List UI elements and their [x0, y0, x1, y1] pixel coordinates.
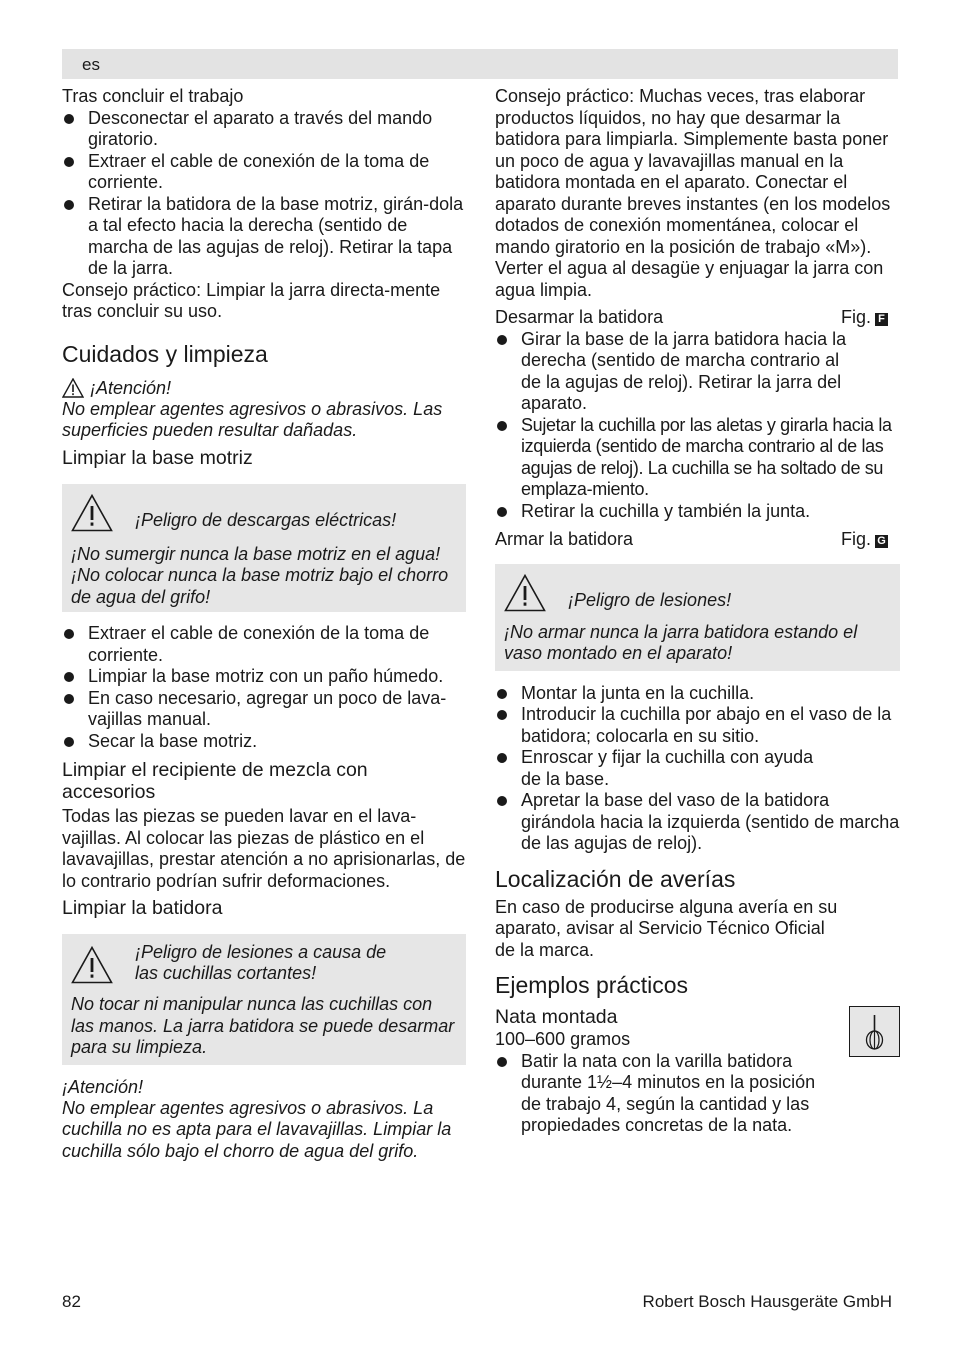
list-item: Introducir la cuchilla por abajo en el vaso de la batidora; colocarla en su sitio. [495, 704, 900, 747]
assemble-heading: Armar la batidora [495, 529, 634, 549]
base-warning-box [62, 484, 466, 613]
tip-text: Muchas veces, tras elaborar productos líquidos, no hay que desarmar la batidora para limpiarla. Simplemente basta poner un poco de agua y lavavajillas manual en la batidora montada en el aparato. Conectar el aparato durante breves instantes (en los modelos dotados de conexión momentánea, colocar el mando giratorio en la posición de trabajo «M»). Verter el agua al desagüe y enjuagar la jarra con agua limpia. [495, 86, 891, 300]
attention-title: ¡Atención! [62, 1076, 144, 1097]
right-column [495, 86, 900, 1137]
container-text: Todas las piezas se pueden lavar en el lava-vajillas. Al colocar las piezas de plástico en el lavavajillas, prestar atención a no aprisionarlas, de lo contrario podrían sufrir deformaciones. [62, 806, 466, 891]
list-item: Limpiar la base motriz con un paño húmedo. [62, 666, 466, 688]
base-list [62, 623, 466, 752]
warning-triangle-icon [71, 494, 113, 532]
whipped-cream-heading: Nata montada [495, 1006, 618, 1028]
warning-triangle-icon [62, 378, 84, 398]
tip-text: Limpiar la jarra directa-mente tras concluir su uso. [62, 279, 441, 321]
footer-company: Robert Bosch Hausgeräte GmbH [642, 1292, 892, 1311]
disassemble-heading: Desarmar la batidora [495, 307, 664, 327]
warning-triangle-icon [504, 574, 546, 612]
list-item: Secar la base motriz. [62, 731, 466, 753]
figure-letter-badge: G [875, 535, 888, 548]
right-tip [495, 86, 900, 301]
disassemble-heading-row [495, 307, 888, 329]
warning-triangle-icon [71, 946, 113, 984]
disassemble-list [495, 329, 900, 523]
tip-label: Consejo práctico: [62, 279, 202, 300]
assemble-warning-box [495, 564, 900, 671]
language-code: es [82, 55, 100, 74]
attention-text: No emplear agentes agresivos o abrasivos. Las superficies pueden resultar dañadas. [62, 398, 443, 440]
assemble-heading-row [495, 529, 888, 551]
whipped-cream-section [495, 1006, 900, 1137]
language-bar [62, 49, 898, 79]
list-item: Desconectar el aparato a través del mando giratorio. [62, 108, 466, 151]
after-work-tip [62, 280, 466, 323]
list-item: Retirar la batidora de la base motriz, girán-dola a tal efecto hacia la derecha (sentido de marcha de las agujas de reloj). Retirar la tapa de la jarra. [62, 194, 466, 280]
list-item: En caso necesario, agregar un poco de lava-vajillas manual. [62, 688, 466, 731]
assemble-list [495, 683, 900, 855]
blender-attention [62, 1077, 466, 1163]
after-work-heading: Tras concluir el trabajo [62, 86, 244, 106]
list-item: Extraer el cable de conexión de la toma de corriente. [62, 151, 466, 194]
warning-text: No tocar ni manipular nunca las cuchillas con las manos. La jarra batidora se puede desarmar para su limpieza. [71, 994, 455, 1057]
list-item: Apretar la base del vaso de la batidora girándola hacia la izquierda (sentido de marcha de las agujas de reloj). [495, 790, 900, 855]
list-item: Batir la nata con la varilla batidora durante 1½–4 minutos en la posición de trabajo 4, según la cantidad y las propiedades concretas de la nata. [495, 1051, 840, 1137]
list-item: Retirar la cuchilla y también la junta. [495, 501, 900, 523]
list-item: Enroscar y fijar la cuchilla con ayuda de la base. [495, 747, 831, 790]
blender-warning-box [62, 934, 466, 1065]
tip-label: Consejo práctico: [495, 86, 635, 106]
faults-text: En caso de producirse alguna avería en su aparato, avisar al Servicio Técnico Oficial de la marca. [495, 896, 838, 960]
whisk-icon [849, 1006, 900, 1057]
figure-letter-badge: F [875, 313, 888, 326]
warning-title: ¡Peligro de lesiones a causa de las cuchillas cortantes! [135, 942, 387, 983]
left-column [62, 86, 466, 1162]
faults-heading: Localización de averías [495, 865, 736, 892]
list-item: Extraer el cable de conexión de la toma de corriente. [62, 623, 466, 666]
list-item: Girar la base de la jarra batidora hacia la derecha (sentido de marcha contrario al de la agujas de reloj). Retirar la jarra del aparato. [495, 329, 861, 415]
warning-title: ¡Peligro de lesiones! [568, 589, 732, 610]
warning-text: ¡No armar nunca la jarra batidora estando el vaso montado en el aparato! [504, 621, 858, 663]
page-number: 82 [62, 1292, 81, 1311]
container-heading: Limpiar el recipiente de mezcla con accesorios [62, 759, 368, 803]
after-work-list [62, 108, 466, 280]
care-heading: Cuidados y limpieza [62, 340, 268, 367]
list-item: Sujetar la cuchilla por las aletas y girarla hacia la izquierda (sentido de marcha contrario al de las agujas de reloj). La cuchilla se ha soltado de su emplaza-miento. [495, 415, 900, 501]
examples-heading: Ejemplos prácticos [495, 972, 689, 998]
list-item: Montar la junta en la cuchilla. [495, 683, 900, 705]
care-attention [62, 378, 466, 442]
base-heading: Limpiar la base motriz [62, 446, 253, 469]
figure-reference: Fig. F [841, 307, 888, 329]
whipped-cream-list [495, 1051, 840, 1137]
attention-text: No emplear agentes agresivos o abrasivos. La cuchilla no es apta para el lavavajillas. Limpiar la cuchilla sólo bajo el chorro de agua del grifo. [62, 1097, 452, 1161]
whipped-cream-amount: 100–600 gramos [495, 1029, 631, 1049]
warning-text: ¡No sumergir nunca la base motriz en el agua! ¡No colocar nunca la base motriz bajo el chorro de agua del grifo! [71, 543, 449, 607]
blender-heading: Limpiar la batidora [62, 897, 223, 919]
attention-title: ¡Atención! [90, 377, 172, 398]
warning-title: ¡Peligro de descargas eléctricas! [135, 509, 397, 530]
figure-reference: Fig. G [841, 529, 888, 551]
